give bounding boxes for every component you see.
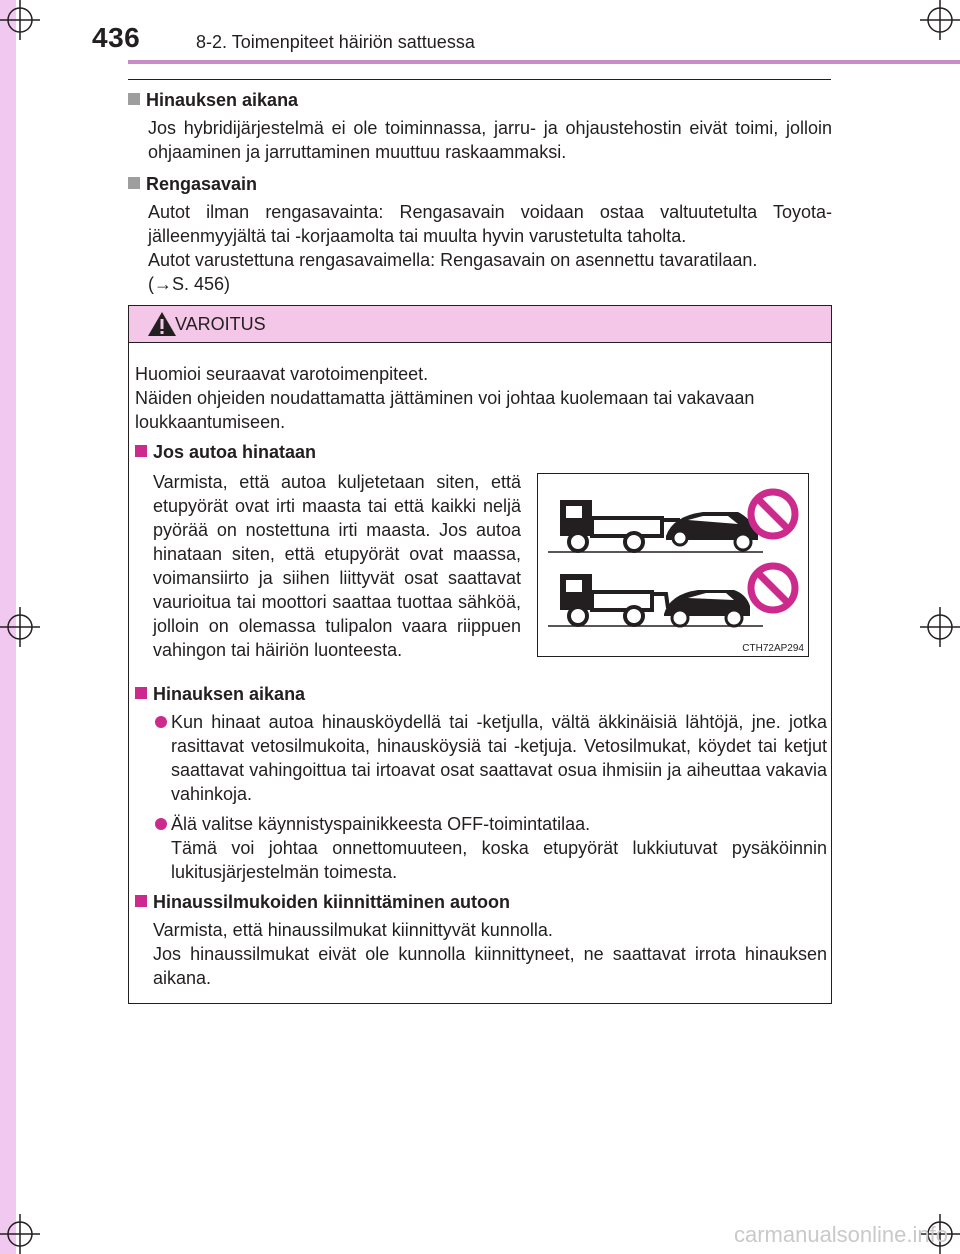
warning-subheading	[135, 440, 827, 464]
bullet-text: Älä valitse käynnistyspainikkeesta OFF-toimintatilaa.	[171, 814, 591, 834]
warning-intro: Näiden ohjeiden noudattamatta jättäminen voi johtaa kuolemaan tai vakavaan loukkaantumiseen.	[135, 388, 755, 432]
heading-text: Hinauksen aikana	[153, 684, 306, 704]
warning-lower-body	[135, 682, 827, 990]
bullet-text: Kun hinaat autoa hinausköydellä tai -ketjulla, vältä äkkinäisiä lähtöjä, jne. jotka rasittavat vetosilmukoita, hinausköysiä tai -ketjuja. Vetosilmukat, köydet tai ketjut saattavat vahingoittua tai irtoavat osat saattavat osua ihmisiin ja aiheuttaa vakavia vahinkoja.	[171, 712, 827, 804]
registration-mark-icon	[920, 0, 960, 40]
warning-intro: Huomioi seuraavat varotoimenpiteet.	[135, 364, 429, 384]
round-bullet-icon	[155, 716, 167, 728]
paragraph: Varmista, että hinaussilmukat kiinnittyvät kunnolla.	[153, 920, 553, 940]
towing-illustration	[537, 473, 809, 657]
bullet-continuation	[135, 836, 827, 884]
paragraph: Jos hybridijärjestelmä ei ole toiminnassa, jarru- ja ohjaustehostin eivät toimi, jolloin ohjaaminen ja jarruttaminen muuttuu raskaammaksi.	[148, 118, 832, 162]
square-bullet-icon	[128, 93, 140, 105]
section-heading	[128, 172, 832, 196]
page-reference: (→S. 456)	[148, 274, 231, 294]
warning-subheading	[135, 890, 827, 914]
bullet-item	[135, 812, 827, 836]
page-number: 436	[92, 22, 141, 53]
registration-mark-icon	[0, 607, 40, 647]
main-content	[128, 88, 832, 296]
bullet-item	[135, 710, 827, 806]
paragraph: Autot ilman rengasavainta: Rengasavain voidaan ostaa valtuutetulta Toyota-jälleenmyyjältä tai -korjaamolta tai muulta hyvin varustetulta taholta.	[148, 202, 832, 246]
section-title: 8-2. Toimenpiteet häiriön sattuessa	[196, 32, 475, 52]
warning-subheading	[135, 682, 827, 706]
tow-truck-illustration	[538, 474, 808, 656]
heading-text: Jos autoa hinataan	[153, 442, 317, 462]
warning-box	[128, 305, 832, 1004]
illustration-code: CTH72AP294	[742, 643, 804, 654]
heading-text: Hinauksen aikana	[146, 90, 299, 110]
paragraph: Jos hinaussilmukat eivät ole kunnolla kiinnittyneet, ne saattavat irrota hinauksen aikana.	[153, 944, 827, 988]
round-bullet-icon	[155, 818, 167, 830]
header-rule	[128, 60, 960, 64]
paragraph: Autot varustettuna rengasavaimella: Rengasavain on asennettu tavaratilaan.	[148, 250, 758, 270]
registration-mark-icon	[920, 607, 960, 647]
warning-title: VAROITUS	[175, 314, 266, 334]
square-bullet-icon	[135, 445, 147, 457]
warning-body	[135, 362, 827, 464]
watermark: carmanualsonline.info	[733, 1222, 948, 1247]
bullet-text: Tämä voi johtaa onnettomuuteen, koska etupyörät lukkiutuvat pysäköinnin lukitusjärjestelmän toimesta.	[171, 838, 827, 882]
square-bullet-icon	[128, 177, 140, 189]
warning-triangle-icon	[147, 311, 177, 337]
towing-paragraph: Varmista, että autoa kuljetetaan siten, että etupyörät ovat irti maasta tai että kaikki neljä pyörää on nostettuna irti maasta. Jos autoa hinataan siten, että etupyörät ovat maassa, voimansiirto ja siihen liittyvät osat saattavat vaurioitua tai moottori saattaa tuottaa sähköä, jolloin on olemassa tulipalon vaara riippuen vahingon tai häiriön luonteesta.	[153, 472, 521, 660]
registration-mark-icon	[0, 1214, 40, 1254]
heading-text: Hinaussilmukoiden kiinnittäminen autoon	[153, 892, 511, 912]
heading-text: Rengasavain	[146, 174, 258, 194]
section-heading	[128, 88, 832, 112]
registration-mark-icon	[0, 0, 40, 40]
square-bullet-icon	[135, 687, 147, 699]
square-bullet-icon	[135, 895, 147, 907]
warning-header	[129, 306, 831, 343]
content-top-line	[128, 79, 831, 80]
